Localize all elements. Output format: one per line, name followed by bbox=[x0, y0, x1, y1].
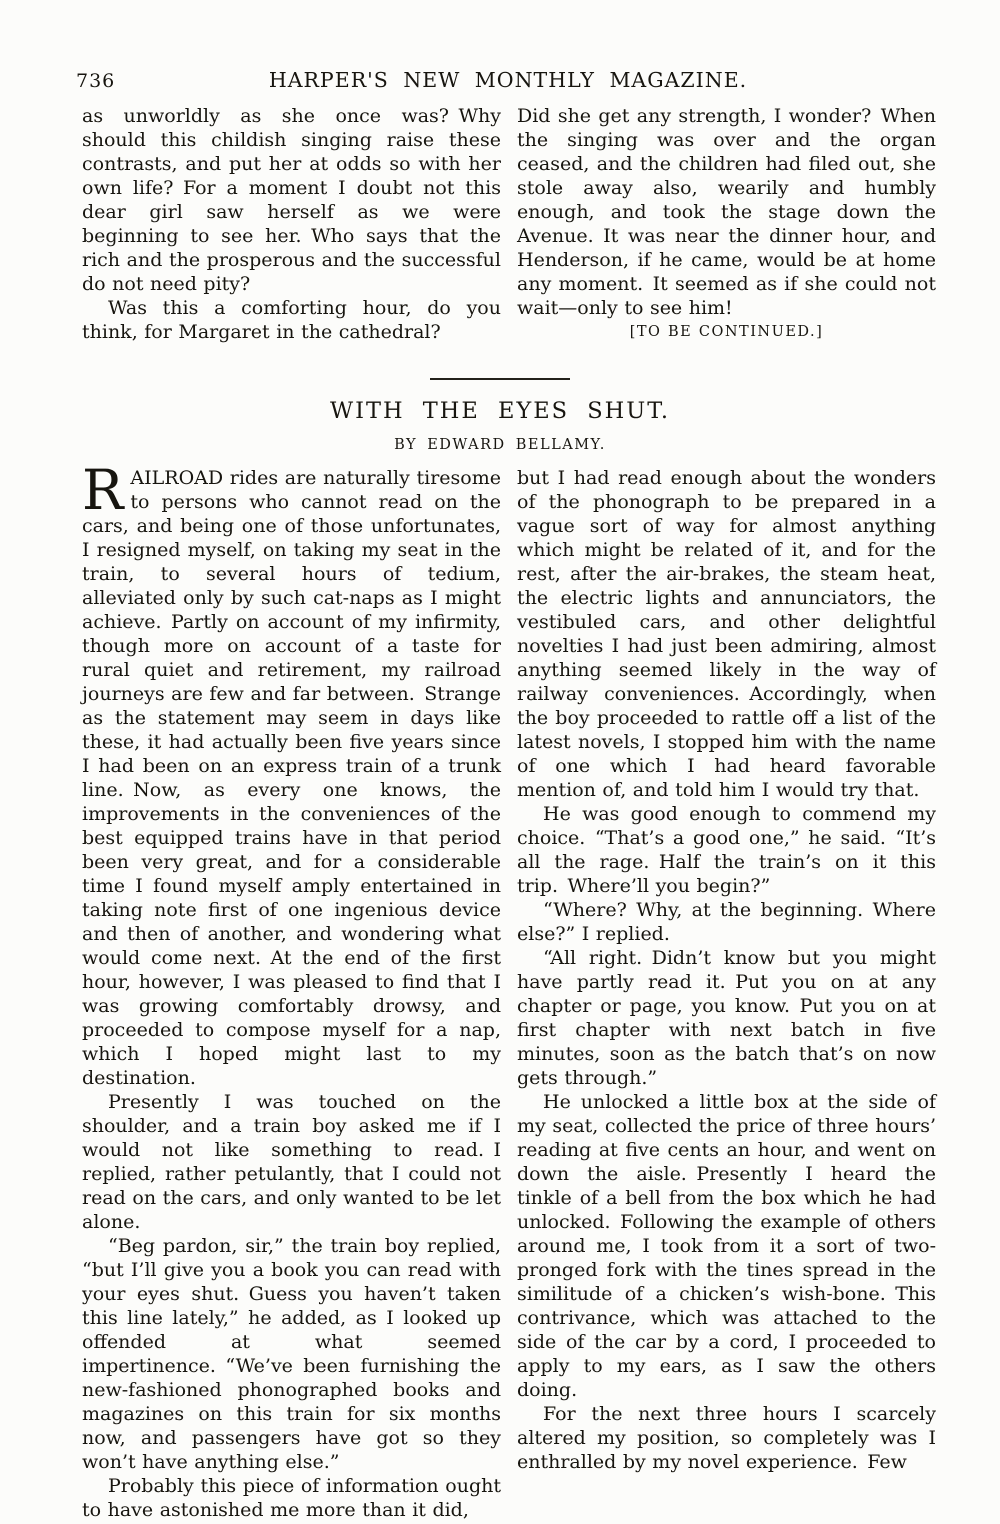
paragraph: “All right. Didn’t know but you might have partly read it. Put you on at any chapter or page, you know. Put you on at first chapter with next batch in five minutes, soon as the batch that’s on now gets through.” bbox=[517, 947, 936, 1089]
paragraph: He was good enough to commend my choice. “That’s a good one,” he said. “It’s all the rage. Half the train’s on it this trip. Where’ll you begin?” bbox=[517, 803, 936, 897]
paragraph: but I had read enough about the wonders of the phonograph to be prepared in a vague sort of way for almost anything which might be related of it, and for the rest, after the air-brakes, the steam heat, the electric lights and annunciators, the vestibuled cars, and other delightful novelties I had just been admiring, almost anything seemed likely in the way of railway conveniences. Accordingly, when the boy proceeded to rattle off a list of the latest novels, I stopped him with the name of one which I had heard favorable mention of, and told him I would try that. bbox=[517, 467, 936, 801]
running-title: HARPER'S NEW MONTHLY MAGAZINE. bbox=[268, 68, 748, 92]
paragraph: Was this a comforting hour, do you think, for Margaret in the cathedral? bbox=[82, 297, 501, 343]
section-divider bbox=[430, 378, 570, 380]
previous-article-continuation bbox=[82, 104, 936, 344]
paragraph: “Beg pardon, sir,” the train boy replied, “but I’ll give you a book you can read with your eyes shut. Guess you haven’t taken this line lately,” he added, as I looked up offended at what seemed impertinence. “We’ve been furnishing the new-fashioned phonographed books and magazines on this train for six months now, and passengers have got so they won’t have anything else.” bbox=[82, 1235, 501, 1473]
paragraph: as unworldly as she once was? Why should this childish singing raise these contrasts, and put her at odds so with her own life? For a moment I doubt not this dear girl saw herself as we were beginning to see her. Who says that the rich and the prosperous and the successful do not need pity? bbox=[82, 105, 501, 295]
to-be-continued-notice: [TO BE CONTINUED.] bbox=[629, 324, 824, 340]
prev-article-left-column bbox=[82, 104, 501, 344]
article-body bbox=[82, 458, 936, 1522]
paragraph-with-drop-cap bbox=[82, 458, 501, 1090]
article-byline: BY EDWARD BELLAMY. bbox=[394, 437, 606, 453]
drop-cap: R bbox=[82, 458, 124, 522]
paragraph: Probably this piece of information ought to have astonished me more than it did, bbox=[82, 1475, 501, 1521]
prev-article-right-column bbox=[517, 104, 936, 344]
article-title: WITH THE EYES SHUT. bbox=[329, 398, 671, 424]
paragraph: For the next three hours I scarcely altered my position, so completely was I enthralled by my novel experience. Few bbox=[517, 1403, 936, 1473]
paragraph-text: AILROAD rides are naturally tiresome to persons who cannot read on the cars, and being one of those unfortunates, I resigned myself, on taking my seat in the train, to several hours of tedium, alleviated only by such cat-naps as I might achieve. Partly on account of my infirmity, though more on account of a taste for rural quiet and retirement, my railroad journeys are few and far between. Strange as the statement may seem in days like these, it had actually been five years since I had been on an express train of a trunk line. Now, as every one knows, the improvements in the conveniences of the best equipped trains have in that period been very great, and for a considerable time I found myself amply entertained in taking note first of one ingenious device and then of another, and wondering what would come next. At the end of the first hour, however, I was pleased to find that I was growing comfortably drowsy, and proceeded to compose myself for a nap, which I hoped might last to my destination. bbox=[82, 467, 501, 1089]
paragraph: Did she get any strength, I wonder? When the singing was over and the organ ceased, and the children had filed out, she stole away also, wearily and humbly enough, and took the stage down the Avenue. It was near the dinner hour, and Henderson, if he came, would be at home any moment. It seemed as if she could not wait—only to see him! bbox=[517, 105, 936, 319]
page-number: 736 bbox=[76, 70, 116, 92]
article-left-column bbox=[82, 458, 501, 1522]
article-right-column bbox=[517, 466, 936, 1522]
paragraph: Presently I was touched on the shoulder, and a train boy asked me if I would not like something to read. I replied, rather petulantly, that I could not read on the cars, and only wanted to be let alone. bbox=[82, 1091, 501, 1233]
paragraph: “Where? Why, at the beginning. Where else?” I replied. bbox=[517, 899, 936, 945]
paragraph: He unlocked a little box at the side of my seat, collected the price of three hours’ reading at five cents an hour, and went on down the aisle. Presently I heard the tinkle of a bell from the box which he had unlocked. Following the example of others around me, I took from it a sort of two-pronged fork with the tines spread in the similitude of a chicken’s wish-bone. This contrivance, which was attached to the side of the car by a cord, I proceeded to apply to my ears, as I saw the others doing. bbox=[517, 1091, 936, 1401]
page-header bbox=[76, 68, 936, 96]
